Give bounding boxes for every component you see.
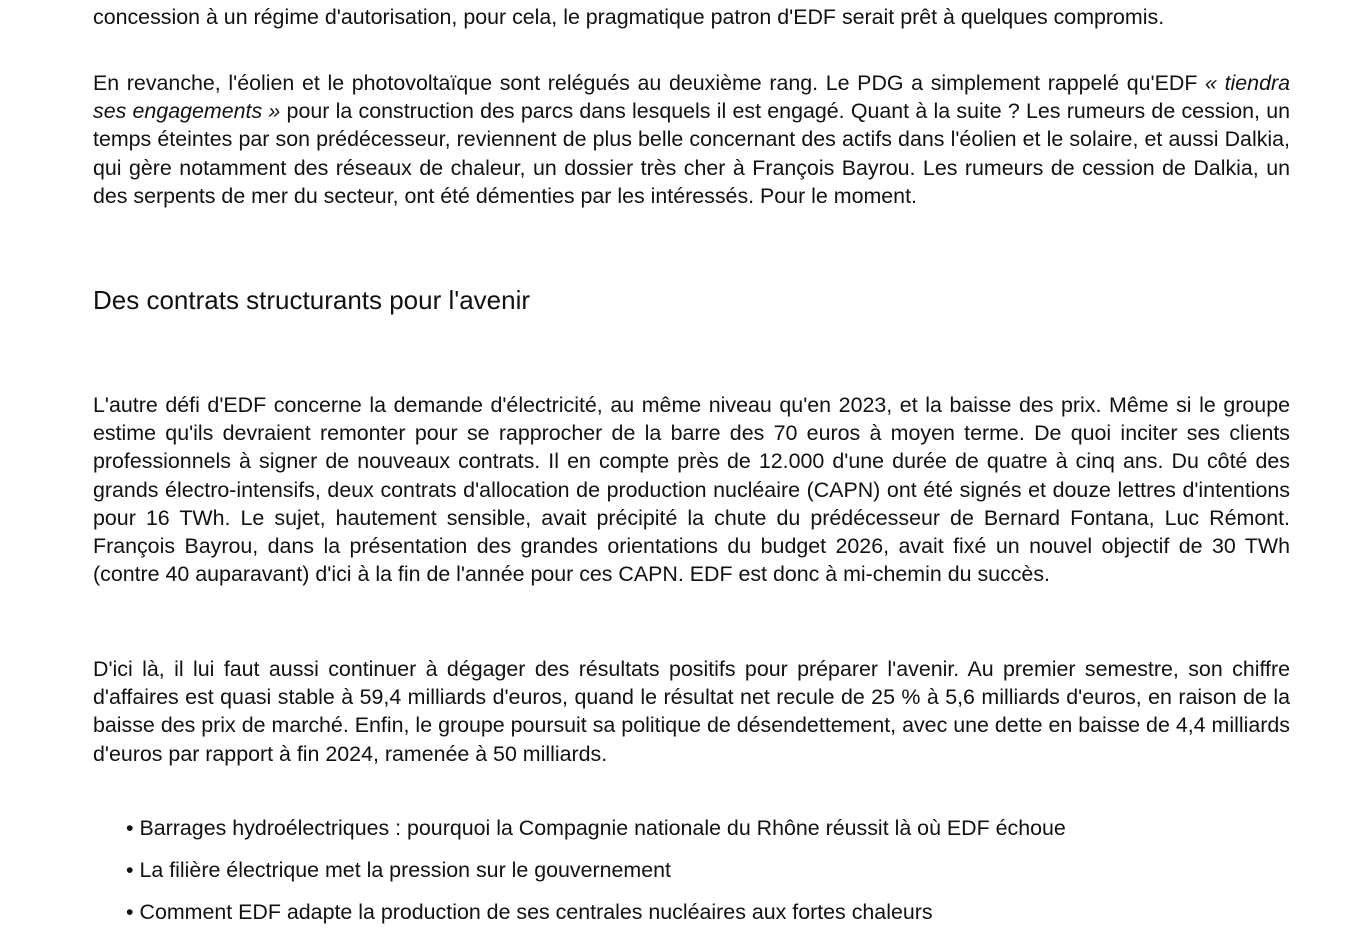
paragraph-text: En revanche, l'éolien et le photovoltaïque sont relégués au deuxième rang. Le PDG a simplement rappelé qu'EDF: [93, 71, 1206, 95]
article-paragraph: [93, 69, 1290, 210]
bullet-icon: •: [126, 816, 134, 840]
related-article-title[interactable]: Barrages hydroélectriques : pourquoi la Compagnie nationale du Rhône réussit là où EDF échoue: [139, 816, 1066, 840]
related-article-link[interactable]: [126, 855, 1066, 897]
section-heading: Des contrats structurants pour l'avenir: [93, 285, 531, 315]
bullet-icon: •: [126, 858, 134, 882]
article-paragraph: D'ici là, il lui faut aussi continuer à dégager des résultats positifs pour préparer l'avenir. Au premier semestre, son chiffre d'affaires est quasi stable à 59,4 milliards d'euros, quand le résultat net recule de 25 % à 5,6 milliards d'euros, en raison de la baisse des prix de marché. Enfin, le groupe poursuit sa politique de désendettement, avec une dette en baisse de 4,4 milliards d'euros par rapport à fin 2024, ramenée à 50 milliards.: [93, 657, 1290, 766]
related-article-link[interactable]: [126, 813, 1066, 855]
article-paragraph: L'autre défi d'EDF concerne la demande d'électricité, au même niveau qu'en 2023, et la baisse des prix. Même si le groupe estime qu'ils devraient remonter pour se rapprocher de la barre des 70 euros à moyen terme. De quoi inciter ses clients professionnels à signer de nouveaux contrats. Il en compte près de 12.000 d'une durée de quatre à cinq ans. Du côté des grands électro-intensifs, deux contrats d'allocation de production nucléaire (CAPN) ont été signés et douze lettres d'intentions pour 16 TWh. Le sujet, hautement sensible, avait précipité la chute du prédécesseur de Bernard Fontana, Luc Rémont. François Bayrou, dans la présentation des grandes orientations du budget 2026, avait fixé un nouvel objectif de 30 TWh (contre 40 auparavant) d'ici à la fin de l'année pour ces CAPN. EDF est donc à mi-chemin du succès.: [93, 393, 1290, 587]
related-article-title[interactable]: Comment EDF adapte la production de ses centrales nucléaires aux fortes chaleurs: [139, 900, 933, 924]
paragraph-quote: « tiendra ses engagements »: [93, 71, 1290, 124]
related-article-title[interactable]: La filière électrique met la pression sur le gouvernement: [139, 858, 671, 882]
related-articles-list: [126, 813, 1066, 939]
bullet-icon: •: [126, 900, 134, 924]
related-article-link[interactable]: [126, 897, 1066, 939]
article-paragraph: concession à un régime d'autorisation, pour cela, le pragmatique patron d'EDF serait prêt à quelques compromis.: [93, 5, 1165, 29]
paragraph-text: pour la construction des parcs dans lesquels il est engagé. Quant à la suite ? Les rumeurs de cession, un temps éteintes par son prédécesseur, reviennent de plus belle concernant des actifs dans l'éolien et le solaire, et aussi Dalkia, qui gère notamment des réseaux de chaleur, un dossier très cher à François Bayrou. Les rumeurs de cession de Dalkia, un des serpents de mer du secteur, ont été démenties par les intéressés. Pour le moment.: [93, 99, 1290, 208]
